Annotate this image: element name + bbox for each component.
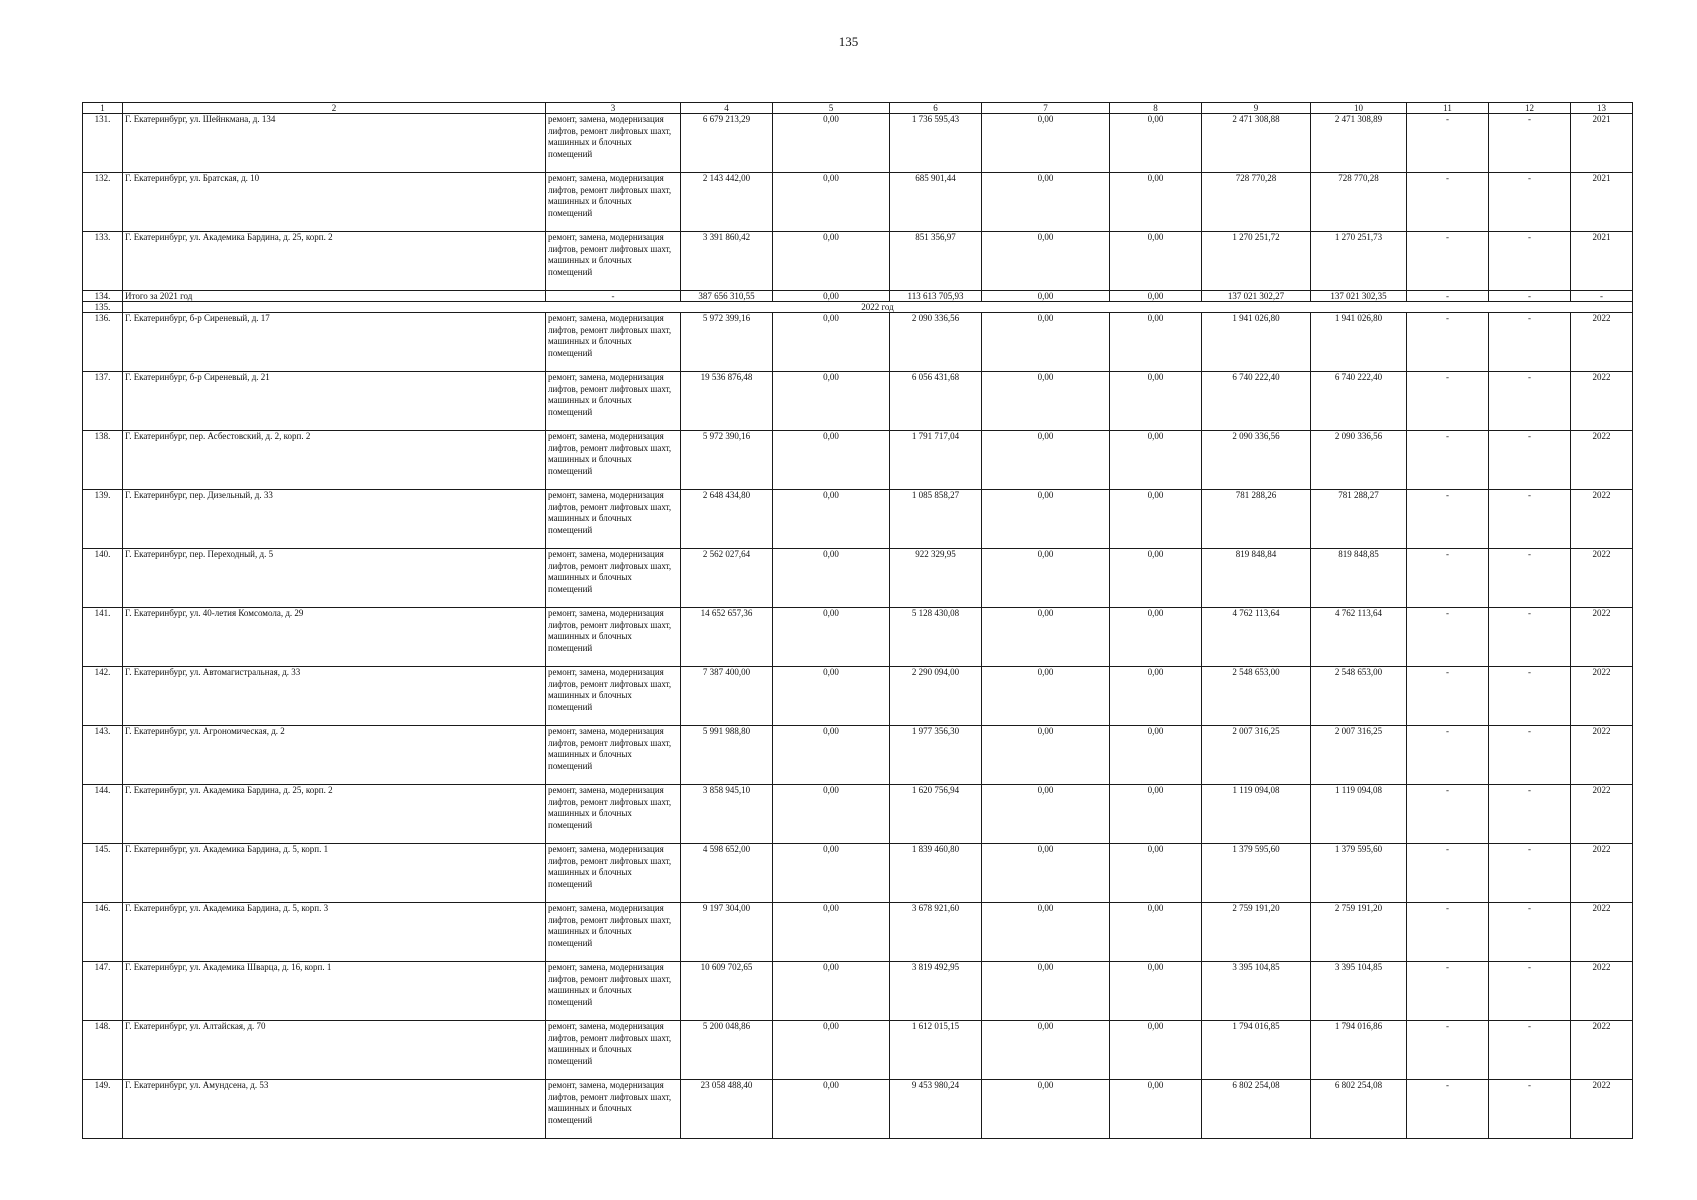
total-cell: 137 021 302,35 xyxy=(1311,291,1407,302)
col-4-cell: 14 652 657,36 xyxy=(681,608,773,667)
col-4-cell: 5 991 988,80 xyxy=(681,726,773,785)
work-type-cell: ремонт, замена, модернизация лифтов, ремонт лифтовых шахт, машинных и блочных помещений xyxy=(546,549,681,608)
row-number-cell: 147. xyxy=(83,962,123,1021)
address-cell: Г. Екатеринбург, ул. Братская, д. 10 xyxy=(123,173,546,232)
col-9-cell: 1 941 026,80 xyxy=(1202,313,1311,372)
address-cell: Г. Екатеринбург, ул. Академика Шварца, д. 16, корп. 1 xyxy=(123,962,546,1021)
col-12-cell: - xyxy=(1489,962,1571,1021)
col-8-cell: 0,00 xyxy=(1110,1080,1202,1139)
col-10-cell: 2 471 308,89 xyxy=(1311,114,1407,173)
col-4-cell: 3 391 860,42 xyxy=(681,232,773,291)
col-9-cell: 6 740 222,40 xyxy=(1202,372,1311,431)
table-row xyxy=(83,785,1633,844)
year-cell: 2022 xyxy=(1571,549,1633,608)
year-section-row xyxy=(83,302,1633,313)
col-7-cell: 0,00 xyxy=(982,549,1110,608)
col-4-cell: 4 598 652,00 xyxy=(681,844,773,903)
work-type-cell: ремонт, замена, модернизация лифтов, ремонт лифтовых шахт, машинных и блочных помещений xyxy=(546,726,681,785)
col-9-cell: 2 007 316,25 xyxy=(1202,726,1311,785)
address-cell: Г. Екатеринбург, пер. Дизельный, д. 33 xyxy=(123,490,546,549)
total-cell: 134. xyxy=(83,291,123,302)
col-5-cell: 0,00 xyxy=(773,313,890,372)
address-cell: Г. Екатеринбург, ул. 40-летия Комсомола, д. 29 xyxy=(123,608,546,667)
column-header: 2 xyxy=(123,103,546,114)
total-cell: 113 613 705,93 xyxy=(890,291,982,302)
col-6-cell: 6 056 431,68 xyxy=(890,372,982,431)
col-9-cell: 1 379 595,60 xyxy=(1202,844,1311,903)
col-12-cell: - xyxy=(1489,232,1571,291)
work-type-cell: ремонт, замена, модернизация лифтов, ремонт лифтовых шахт, машинных и блочных помещений xyxy=(546,431,681,490)
row-number-cell: 145. xyxy=(83,844,123,903)
row-number-cell: 140. xyxy=(83,549,123,608)
col-11-cell: - xyxy=(1407,726,1489,785)
col-8-cell: 0,00 xyxy=(1110,313,1202,372)
col-6-cell: 1 612 015,15 xyxy=(890,1021,982,1080)
col-5-cell: 0,00 xyxy=(773,1021,890,1080)
col-7-cell: 0,00 xyxy=(982,1021,1110,1080)
table-row xyxy=(83,667,1633,726)
work-type-cell: ремонт, замена, модернизация лифтов, ремонт лифтовых шахт, машинных и блочных помещений xyxy=(546,903,681,962)
col-5-cell: 0,00 xyxy=(773,962,890,1021)
col-7-cell: 0,00 xyxy=(982,490,1110,549)
col-11-cell: - xyxy=(1407,232,1489,291)
col-12-cell: - xyxy=(1489,313,1571,372)
col-8-cell: 0,00 xyxy=(1110,962,1202,1021)
col-12-cell: - xyxy=(1489,1080,1571,1139)
work-type-cell: ремонт, замена, модернизация лифтов, ремонт лифтовых шахт, машинных и блочных помещений xyxy=(546,1021,681,1080)
total-cell: - xyxy=(1489,291,1571,302)
address-cell: Г. Екатеринбург, ул. Академика Бардина, д. 5, корп. 1 xyxy=(123,844,546,903)
total-cell: 387 656 310,55 xyxy=(681,291,773,302)
col-7-cell: 0,00 xyxy=(982,431,1110,490)
col-4-cell: 2 143 442,00 xyxy=(681,173,773,232)
total-cell: - xyxy=(1571,291,1633,302)
col-12-cell: - xyxy=(1489,1021,1571,1080)
col-8-cell: 0,00 xyxy=(1110,232,1202,291)
col-11-cell: - xyxy=(1407,313,1489,372)
column-header: 3 xyxy=(546,103,681,114)
col-5-cell: 0,00 xyxy=(773,114,890,173)
total-2021-row xyxy=(83,291,1633,302)
col-10-cell: 781 288,27 xyxy=(1311,490,1407,549)
row-number-cell: 141. xyxy=(83,608,123,667)
col-12-cell: - xyxy=(1489,608,1571,667)
table-row xyxy=(83,372,1633,431)
col-4-cell: 9 197 304,00 xyxy=(681,903,773,962)
col-12-cell: - xyxy=(1489,431,1571,490)
col-9-cell: 781 288,26 xyxy=(1202,490,1311,549)
year-cell: 2022 xyxy=(1571,1021,1633,1080)
col-7-cell: 0,00 xyxy=(982,114,1110,173)
col-10-cell: 2 548 653,00 xyxy=(1311,667,1407,726)
table-row xyxy=(83,1021,1633,1080)
col-6-cell: 1 977 356,30 xyxy=(890,726,982,785)
col-6-cell: 3 819 492,95 xyxy=(890,962,982,1021)
col-5-cell: 0,00 xyxy=(773,431,890,490)
column-header: 11 xyxy=(1407,103,1489,114)
col-8-cell: 0,00 xyxy=(1110,608,1202,667)
col-6-cell: 1 736 595,43 xyxy=(890,114,982,173)
address-cell: Г. Екатеринбург, ул. Академика Бардина, д. 25, корп. 2 xyxy=(123,232,546,291)
table-row xyxy=(83,173,1633,232)
col-9-cell: 6 802 254,08 xyxy=(1202,1080,1311,1139)
col-4-cell: 19 536 876,48 xyxy=(681,372,773,431)
column-header: 9 xyxy=(1202,103,1311,114)
year-cell: 2022 xyxy=(1571,608,1633,667)
year-cell: 2021 xyxy=(1571,173,1633,232)
col-6-cell: 9 453 980,24 xyxy=(890,1080,982,1139)
address-cell: Г. Екатеринбург, пер. Переходный, д. 5 xyxy=(123,549,546,608)
col-11-cell: - xyxy=(1407,844,1489,903)
total-cell: 137 021 302,27 xyxy=(1202,291,1311,302)
address-cell: Г. Екатеринбург, б-р Сиреневый, д. 21 xyxy=(123,372,546,431)
address-cell: Г. Екатеринбург, пер. Асбестовский, д. 2, корп. 2 xyxy=(123,431,546,490)
table-row xyxy=(83,903,1633,962)
year-cell: 2022 xyxy=(1571,844,1633,903)
address-cell: Г. Екатеринбург, ул. Амундсена, д. 53 xyxy=(123,1080,546,1139)
col-10-cell: 1 941 026,80 xyxy=(1311,313,1407,372)
col-6-cell: 1 791 717,04 xyxy=(890,431,982,490)
col-5-cell: 0,00 xyxy=(773,372,890,431)
column-header: 6 xyxy=(890,103,982,114)
table-row xyxy=(83,549,1633,608)
col-6-cell: 1 620 756,94 xyxy=(890,785,982,844)
total-cell: 0,00 xyxy=(773,291,890,302)
row-number-cell: 137. xyxy=(83,372,123,431)
col-10-cell: 819 848,85 xyxy=(1311,549,1407,608)
col-12-cell: - xyxy=(1489,844,1571,903)
column-number-row xyxy=(83,103,1633,114)
col-6-cell: 851 356,97 xyxy=(890,232,982,291)
col-9-cell: 2 090 336,56 xyxy=(1202,431,1311,490)
table-row xyxy=(83,844,1633,903)
work-type-cell: ремонт, замена, модернизация лифтов, ремонт лифтовых шахт, машинных и блочных помещений xyxy=(546,313,681,372)
col-11-cell: - xyxy=(1407,549,1489,608)
total-cell: 0,00 xyxy=(1110,291,1202,302)
col-11-cell: - xyxy=(1407,785,1489,844)
row-number-cell: 142. xyxy=(83,667,123,726)
work-type-cell: ремонт, замена, модернизация лифтов, ремонт лифтовых шахт, машинных и блочных помещений xyxy=(546,608,681,667)
col-7-cell: 0,00 xyxy=(982,726,1110,785)
year-cell: 2022 xyxy=(1571,903,1633,962)
total-cell: - xyxy=(546,291,681,302)
col-11-cell: - xyxy=(1407,962,1489,1021)
col-5-cell: 0,00 xyxy=(773,232,890,291)
col-6-cell: 1 085 858,27 xyxy=(890,490,982,549)
col-5-cell: 0,00 xyxy=(773,490,890,549)
year-cell: 2022 xyxy=(1571,962,1633,1021)
page-number: 135 xyxy=(838,34,859,49)
total-cell: Итого за 2021 год xyxy=(123,291,546,302)
col-4-cell: 5 972 399,16 xyxy=(681,313,773,372)
col-12-cell: - xyxy=(1489,667,1571,726)
col-9-cell: 1 794 016,85 xyxy=(1202,1021,1311,1080)
work-type-cell: ремонт, замена, модернизация лифтов, ремонт лифтовых шахт, машинных и блочных помещений xyxy=(546,844,681,903)
row-number-cell: 136. xyxy=(83,313,123,372)
col-4-cell: 2 648 434,80 xyxy=(681,490,773,549)
row-number-cell: 132. xyxy=(83,173,123,232)
total-cell: 0,00 xyxy=(982,291,1110,302)
column-header: 8 xyxy=(1110,103,1202,114)
year-cell: 2022 xyxy=(1571,726,1633,785)
table-row xyxy=(83,313,1633,372)
col-5-cell: 0,00 xyxy=(773,173,890,232)
col-11-cell: - xyxy=(1407,608,1489,667)
col-7-cell: 0,00 xyxy=(982,962,1110,1021)
column-header: 5 xyxy=(773,103,890,114)
year-cell: 2022 xyxy=(1571,667,1633,726)
row-number-cell: 139. xyxy=(83,490,123,549)
col-10-cell: 1 270 251,73 xyxy=(1311,232,1407,291)
col-6-cell: 1 839 460,80 xyxy=(890,844,982,903)
capital-repair-table xyxy=(82,102,1633,1139)
col-11-cell: - xyxy=(1407,490,1489,549)
col-10-cell: 2 759 191,20 xyxy=(1311,903,1407,962)
col-11-cell: - xyxy=(1407,114,1489,173)
col-9-cell: 4 762 113,64 xyxy=(1202,608,1311,667)
table-row xyxy=(83,232,1633,291)
col-8-cell: 0,00 xyxy=(1110,726,1202,785)
column-header: 12 xyxy=(1489,103,1571,114)
row-number-cell: 131. xyxy=(83,114,123,173)
col-4-cell: 5 200 048,86 xyxy=(681,1021,773,1080)
work-type-cell: ремонт, замена, модернизация лифтов, ремонт лифтовых шахт, машинных и блочных помещений xyxy=(546,173,681,232)
work-type-cell: ремонт, замена, модернизация лифтов, ремонт лифтовых шахт, машинных и блочных помещений xyxy=(546,372,681,431)
col-7-cell: 0,00 xyxy=(982,372,1110,431)
year-cell: 2022 xyxy=(1571,431,1633,490)
row-number-cell: 135. xyxy=(83,302,123,313)
col-8-cell: 0,00 xyxy=(1110,490,1202,549)
col-7-cell: 0,00 xyxy=(982,608,1110,667)
row-number-cell: 138. xyxy=(83,431,123,490)
col-5-cell: 0,00 xyxy=(773,903,890,962)
col-4-cell: 3 858 945,10 xyxy=(681,785,773,844)
col-10-cell: 1 794 016,86 xyxy=(1311,1021,1407,1080)
work-type-cell: ремонт, замена, модернизация лифтов, ремонт лифтовых шахт, машинных и блочных помещений xyxy=(546,785,681,844)
work-type-cell: ремонт, замена, модернизация лифтов, ремонт лифтовых шахт, машинных и блочных помещений xyxy=(546,667,681,726)
address-cell: Г. Екатеринбург, б-р Сиреневый, д. 17 xyxy=(123,313,546,372)
col-5-cell: 0,00 xyxy=(773,608,890,667)
col-10-cell: 1 379 595,60 xyxy=(1311,844,1407,903)
table-row xyxy=(83,962,1633,1021)
work-type-cell: ремонт, замена, модернизация лифтов, ремонт лифтовых шахт, машинных и блочных помещений xyxy=(546,490,681,549)
column-header: 10 xyxy=(1311,103,1407,114)
col-10-cell: 2 007 316,25 xyxy=(1311,726,1407,785)
col-6-cell: 3 678 921,60 xyxy=(890,903,982,962)
col-8-cell: 0,00 xyxy=(1110,785,1202,844)
col-5-cell: 0,00 xyxy=(773,1080,890,1139)
col-9-cell: 819 848,84 xyxy=(1202,549,1311,608)
col-11-cell: - xyxy=(1407,1080,1489,1139)
address-cell: Г. Екатеринбург, ул. Шейнкмана, д. 134 xyxy=(123,114,546,173)
total-cell: - xyxy=(1407,291,1489,302)
col-7-cell: 0,00 xyxy=(982,173,1110,232)
row-number-cell: 149. xyxy=(83,1080,123,1139)
table-row xyxy=(83,726,1633,785)
row-number-cell: 148. xyxy=(83,1021,123,1080)
col-11-cell: - xyxy=(1407,1021,1489,1080)
col-10-cell: 4 762 113,64 xyxy=(1311,608,1407,667)
col-8-cell: 0,00 xyxy=(1110,667,1202,726)
col-12-cell: - xyxy=(1489,372,1571,431)
col-8-cell: 0,00 xyxy=(1110,903,1202,962)
table-row xyxy=(83,431,1633,490)
year-cell: 2022 xyxy=(1571,1080,1633,1139)
year-cell: 2022 xyxy=(1571,372,1633,431)
col-8-cell: 0,00 xyxy=(1110,114,1202,173)
col-4-cell: 10 609 702,65 xyxy=(681,962,773,1021)
col-7-cell: 0,00 xyxy=(982,903,1110,962)
col-12-cell: - xyxy=(1489,726,1571,785)
work-type-cell: ремонт, замена, модернизация лифтов, ремонт лифтовых шахт, машинных и блочных помещений xyxy=(546,232,681,291)
col-4-cell: 7 387 400,00 xyxy=(681,667,773,726)
col-8-cell: 0,00 xyxy=(1110,431,1202,490)
work-type-cell: ремонт, замена, модернизация лифтов, ремонт лифтовых шахт, машинных и блочных помещений xyxy=(546,1080,681,1139)
work-type-cell: ремонт, замена, модернизация лифтов, ремонт лифтовых шахт, машинных и блочных помещений xyxy=(546,962,681,1021)
col-7-cell: 0,00 xyxy=(982,785,1110,844)
col-11-cell: - xyxy=(1407,431,1489,490)
column-header: 7 xyxy=(982,103,1110,114)
col-5-cell: 0,00 xyxy=(773,667,890,726)
col-11-cell: - xyxy=(1407,903,1489,962)
col-9-cell: 3 395 104,85 xyxy=(1202,962,1311,1021)
row-number-cell: 133. xyxy=(83,232,123,291)
column-header: 13 xyxy=(1571,103,1633,114)
col-5-cell: 0,00 xyxy=(773,549,890,608)
col-11-cell: - xyxy=(1407,372,1489,431)
col-12-cell: - xyxy=(1489,903,1571,962)
col-11-cell: - xyxy=(1407,667,1489,726)
col-4-cell: 5 972 390,16 xyxy=(681,431,773,490)
col-5-cell: 0,00 xyxy=(773,844,890,903)
col-11-cell: - xyxy=(1407,173,1489,232)
col-5-cell: 0,00 xyxy=(773,785,890,844)
col-8-cell: 0,00 xyxy=(1110,1021,1202,1080)
col-8-cell: 0,00 xyxy=(1110,173,1202,232)
col-6-cell: 922 329,95 xyxy=(890,549,982,608)
address-cell: Г. Екатеринбург, ул. Алтайская, д. 70 xyxy=(123,1021,546,1080)
col-8-cell: 0,00 xyxy=(1110,844,1202,903)
address-cell: Г. Екатеринбург, ул. Академика Бардина, д. 5, корп. 3 xyxy=(123,903,546,962)
col-4-cell: 6 679 213,29 xyxy=(681,114,773,173)
col-6-cell: 2 090 336,56 xyxy=(890,313,982,372)
col-9-cell: 1 119 094,08 xyxy=(1202,785,1311,844)
col-12-cell: - xyxy=(1489,785,1571,844)
col-6-cell: 2 290 094,00 xyxy=(890,667,982,726)
col-9-cell: 728 770,28 xyxy=(1202,173,1311,232)
col-4-cell: 23 058 488,40 xyxy=(681,1080,773,1139)
col-10-cell: 6 802 254,08 xyxy=(1311,1080,1407,1139)
year-cell: 2022 xyxy=(1571,313,1633,372)
column-header: 4 xyxy=(681,103,773,114)
work-type-cell: ремонт, замена, модернизация лифтов, ремонт лифтовых шахт, машинных и блочных помещений xyxy=(546,114,681,173)
col-10-cell: 3 395 104,85 xyxy=(1311,962,1407,1021)
col-12-cell: - xyxy=(1489,114,1571,173)
col-4-cell: 2 562 027,64 xyxy=(681,549,773,608)
col-8-cell: 0,00 xyxy=(1110,372,1202,431)
col-7-cell: 0,00 xyxy=(982,313,1110,372)
col-8-cell: 0,00 xyxy=(1110,549,1202,608)
year-label: 2022 год xyxy=(123,302,1633,313)
row-number-cell: 143. xyxy=(83,726,123,785)
col-9-cell: 1 270 251,72 xyxy=(1202,232,1311,291)
col-12-cell: - xyxy=(1489,549,1571,608)
row-number-cell: 144. xyxy=(83,785,123,844)
col-6-cell: 5 128 430,08 xyxy=(890,608,982,667)
col-9-cell: 2 471 308,88 xyxy=(1202,114,1311,173)
col-12-cell: - xyxy=(1489,490,1571,549)
year-cell: 2022 xyxy=(1571,785,1633,844)
col-9-cell: 2 759 191,20 xyxy=(1202,903,1311,962)
year-cell: 2022 xyxy=(1571,490,1633,549)
table-row xyxy=(83,114,1633,173)
col-10-cell: 728 770,28 xyxy=(1311,173,1407,232)
col-9-cell: 2 548 653,00 xyxy=(1202,667,1311,726)
table-row xyxy=(83,608,1633,667)
col-6-cell: 685 901,44 xyxy=(890,173,982,232)
col-7-cell: 0,00 xyxy=(982,232,1110,291)
year-cell: 2021 xyxy=(1571,232,1633,291)
col-10-cell: 1 119 094,08 xyxy=(1311,785,1407,844)
col-5-cell: 0,00 xyxy=(773,726,890,785)
row-number-cell: 146. xyxy=(83,903,123,962)
year-cell: 2021 xyxy=(1571,114,1633,173)
table-row xyxy=(83,1080,1633,1139)
col-7-cell: 0,00 xyxy=(982,1080,1110,1139)
col-7-cell: 0,00 xyxy=(982,844,1110,903)
address-cell: Г. Екатеринбург, ул. Автомагистральная, д. 33 xyxy=(123,667,546,726)
col-10-cell: 2 090 336,56 xyxy=(1311,431,1407,490)
col-12-cell: - xyxy=(1489,173,1571,232)
col-10-cell: 6 740 222,40 xyxy=(1311,372,1407,431)
address-cell: Г. Екатеринбург, ул. Академика Бардина, д. 25, корп. 2 xyxy=(123,785,546,844)
column-header: 1 xyxy=(83,103,123,114)
table-row xyxy=(83,490,1633,549)
col-7-cell: 0,00 xyxy=(982,667,1110,726)
address-cell: Г. Екатеринбург, ул. Агрономическая, д. 2 xyxy=(123,726,546,785)
